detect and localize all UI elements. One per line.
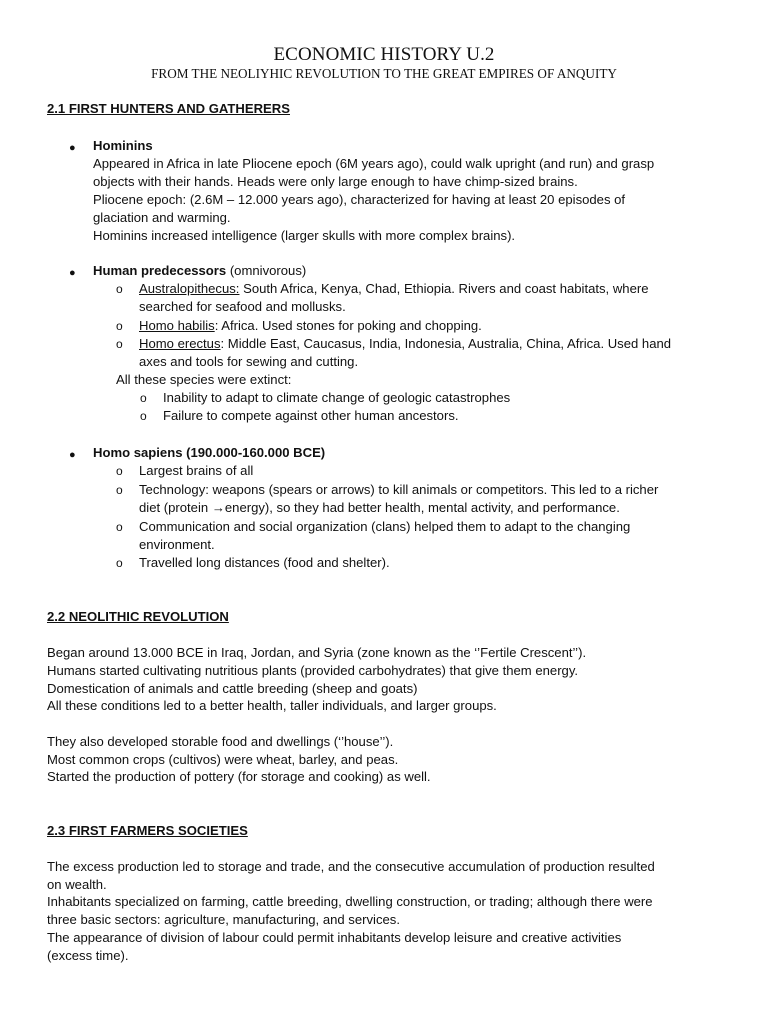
extinct-reason-1: Inability to adapt to climate change of geologic catastrophes <box>163 390 511 405</box>
sub-bullet-icon: o <box>116 282 123 296</box>
bullet-icon: ● <box>69 267 76 279</box>
document-subtitle: FROM THE NEOLIYHIC REVOLUTION TO THE GREAT EMPIRES OF ANQUITY <box>151 66 617 81</box>
sub-bullet-icon: o <box>116 520 123 534</box>
neolithic-line-4: All these conditions led to a better health, taller individuals, and larger groups. <box>47 698 497 713</box>
neolithic-line-7: Started the production of pottery (for storage and cooking) as well. <box>47 769 431 784</box>
arrow-right-icon: → <box>211 500 225 515</box>
homo-habilis-text: : Africa. Used stones for poking and chopping. <box>214 318 482 333</box>
hominins-line-1: Appeared in Africa in late Pliocene epoch (6M years ago), could walk upright (and run) and grasp <box>93 156 655 171</box>
bullet-icon: ● <box>69 449 76 461</box>
sapiens-item-4: Travelled long distances (food and shelter). <box>139 555 390 570</box>
predecessors-suffix: (omnivorous) <box>226 263 307 278</box>
australopithecus-text-2: searched for seafood and mollusks. <box>139 299 346 314</box>
homo-erectus-text-2: axes and tools for sewing and cutting. <box>139 354 359 369</box>
predecessors-heading <box>93 262 306 280</box>
farmers-line-3: Inhabitants specialized on farming, cattle breeding, dwelling construction, or trading; although there were <box>47 894 653 909</box>
bullet-icon: ● <box>69 142 76 154</box>
homo-habilis-name: Homo habilis <box>139 318 215 333</box>
sub-bullet-icon: o <box>116 464 123 478</box>
neolithic-line-5: They also developed storable food and dwellings (‘’house’’). <box>47 734 394 749</box>
farmers-line-2: on wealth. <box>47 877 107 892</box>
sapiens-item-2: Technology: weapons (spears or arrows) to kill animals or competitors. This led to a richer <box>139 482 659 497</box>
farmers-line-5: The appearance of division of labour could permit inhabitants develop leisure and creative activities <box>47 930 622 945</box>
sapiens-item-1: Largest brains of all <box>139 463 254 478</box>
hominins-line-4: glaciation and warming. <box>93 210 231 225</box>
sapiens-item-2-post: energy), so they had better health, mental activity, and performance. <box>224 500 620 515</box>
homo-erectus-item <box>139 335 671 353</box>
hominins-label: Hominins <box>93 138 153 153</box>
sapiens-item-2-pre: diet (protein <box>139 500 212 515</box>
homo-habilis-item <box>139 317 482 335</box>
homo-erectus-name: Homo erectus <box>139 336 221 351</box>
homo-erectus-text: : Middle East, Caucasus, India, Indonesia, Australia, China, Africa. Used hand <box>220 336 672 351</box>
section-heading-2-2: 2.2 NEOLITHIC REVOLUTION <box>47 609 229 624</box>
sapiens-item-3: Communication and social organization (clans) helped them to adapt to the changing <box>139 519 631 534</box>
sub-bullet-icon: o <box>140 391 147 405</box>
australopithecus-name: Australopithecus: <box>139 281 240 296</box>
extinct-label: All these species were extinct: <box>116 372 292 387</box>
hominins-line-5: Hominins increased intelligence (larger skulls with more complex brains). <box>93 228 516 243</box>
neolithic-line-6: Most common crops (cultivos) were wheat, barley, and peas. <box>47 752 399 767</box>
sub-bullet-icon: o <box>116 483 123 497</box>
section-heading-2-1: 2.1 FIRST HUNTERS AND GATHERERS <box>47 101 290 116</box>
neolithic-line-3: Domestication of animals and cattle breeding (sheep and goats) <box>47 681 418 696</box>
predecessors-label: Human predecessors <box>93 263 227 278</box>
sub-bullet-icon: o <box>116 319 123 333</box>
hominins-line-3: Pliocene epoch: (2.6M – 12.000 years ago), characterized for having at least 20 episodes of <box>93 192 626 207</box>
sapiens-item-2-cont <box>139 499 620 517</box>
sub-bullet-icon: o <box>116 337 123 351</box>
neolithic-line-1: Began around 13.000 BCE in Iraq, Jordan, and Syria (zone known as the ‘’Fertile Crescent’’). <box>47 645 587 660</box>
australopithecus-item <box>139 280 649 298</box>
sub-bullet-icon: o <box>116 556 123 570</box>
extinct-reason-2: Failure to compete against other human ancestors. <box>163 408 459 423</box>
farmers-line-1: The excess production led to storage and trade, and the consecutive accumulation of production resulted <box>47 859 655 874</box>
farmers-line-6: (excess time). <box>47 948 129 963</box>
neolithic-line-2: Humans started cultivating nutritious plants (provided carbohydrates) that give them energy. <box>47 663 579 678</box>
sapiens-item-3-cont: environment. <box>139 537 215 552</box>
sub-bullet-icon: o <box>140 409 147 423</box>
section-heading-2-3: 2.3 FIRST FARMERS SOCIETIES <box>47 823 248 838</box>
farmers-line-4: three basic sectors: agriculture, manufacturing, and services. <box>47 912 400 927</box>
sapiens-label: Homo sapiens (190.000-160.000 BCE) <box>93 445 326 460</box>
australopithecus-text: South Africa, Kenya, Chad, Ethiopia. Rivers and coast habitats, where <box>239 281 649 296</box>
document-title: ECONOMIC HISTORY U.2 <box>273 44 495 65</box>
hominins-line-2: objects with their hands. Heads were only large enough to have chimp-sized brains. <box>93 174 578 189</box>
